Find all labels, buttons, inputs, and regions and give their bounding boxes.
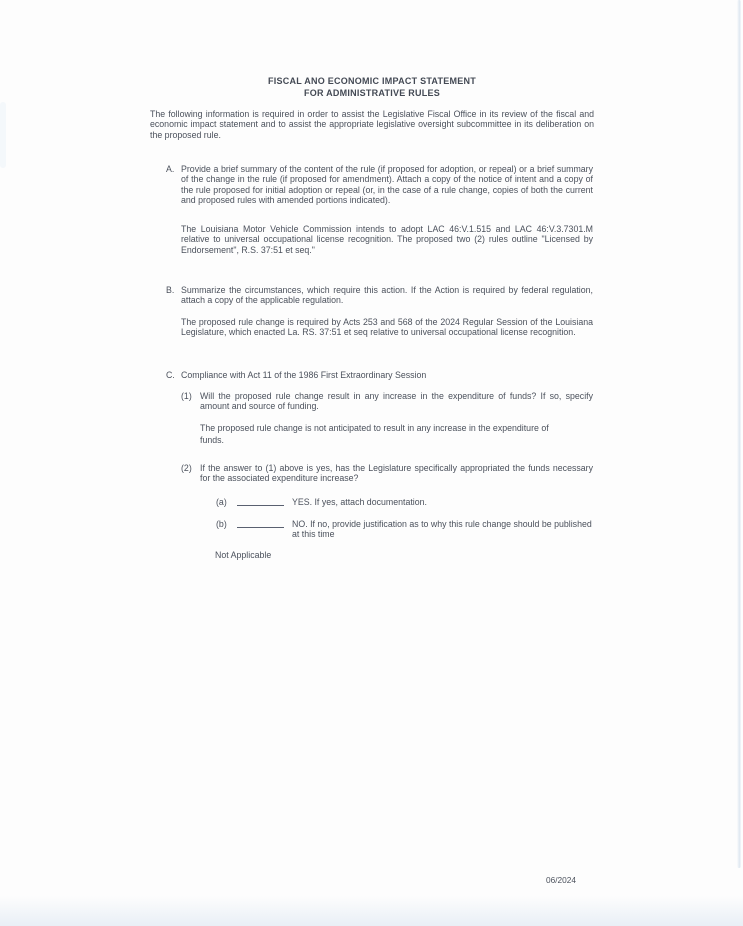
section-b-label: B. [166, 285, 175, 295]
item-1-answer: The proposed rule change is not anticipated to result in any increase in the expenditure of funds. [200, 423, 549, 445]
scan-edge-artifact-left [0, 102, 6, 168]
section-a-answer: The Louisiana Motor Vehicle Commission intends to adopt LAC 46:V.1.515 and LAC 46:V.3.7301.M relative to universal occupational license recognition. The proposed two (2) rules outline "Licensed by Endorsement", R.S. 37:51 et seq." [181, 224, 593, 255]
section-a-label: A. [166, 164, 175, 174]
document-title-line2: FOR ADMINISTRATIVE RULES [304, 87, 440, 98]
item-2-label: (2) [181, 463, 192, 473]
section-a [166, 164, 593, 206]
section-c-label: C. [166, 370, 175, 380]
option-a-blank-line [237, 505, 284, 506]
item-2-question: If the answer to (1) above is yes, has the Legislature specifically appropriated the funds necessary for the associated expenditure increase? [200, 463, 593, 484]
section-b [166, 285, 593, 306]
option-a-row [216, 497, 594, 507]
option-b-row [216, 519, 594, 540]
item-1-label: (1) [181, 391, 192, 401]
document-title-line1: FISCAL ANO ECONOMIC IMPACT STATEMENT [268, 76, 476, 86]
option-a-text: YES. If yes, attach documentation. [292, 497, 427, 507]
intro-paragraph: The following information is required in order to assist the Legislative Fiscal Office in its review of the fiscal and economic impact statement and to assist the appropriate legislative oversight subcommittee in its deliberation on the proposed rule. [150, 109, 594, 140]
footer-revision-date: 06/2024 [546, 875, 576, 885]
scan-edge-artifact-bottom [0, 896, 743, 926]
section-c [166, 370, 593, 380]
scan-edge-artifact-right [737, 0, 741, 868]
section-c-item-2 [181, 463, 593, 484]
option-b-blank-line [237, 527, 284, 528]
section-b-answer: The proposed rule change is required by Acts 253 and 568 of the 2024 Regular Session of the Louisiana Legislature, which enacted La. RS. 37:51 et seq relative to universal occupational license recognition. [181, 317, 593, 338]
section-b-question: Summarize the circumstances, which require this action. If the Action is required by federal regulation, attach a copy of the applicable regulation. [181, 285, 593, 306]
section-c-heading: Compliance with Act 11 of the 1986 First Extraordinary Session [181, 370, 427, 380]
section-c-item-1 [181, 391, 593, 412]
option-a-label: (a) [216, 497, 227, 507]
document-title [150, 76, 594, 99]
section-a-question: Provide a brief summary of the content of the rule (if proposed for adoption, or repeal) or a brief summary of the change in the rule (if proposed for amendment). Attach a copy of the notice of intent and a copy of the rule proposed for initial adoption or repeal (or, in the case of a rule change, copies of both the current and proposed rules with amended portions indicated). [181, 164, 593, 206]
item-2-answer: Not Applicable [215, 550, 272, 560]
option-b-label: (b) [216, 519, 227, 529]
item-1-question: Will the proposed rule change result in any increase in the expenditure of funds? If so, specify amount and source of funding. [200, 391, 593, 412]
option-b-text: NO. If no, provide justification as to why this rule change should be published at this time [292, 519, 592, 540]
